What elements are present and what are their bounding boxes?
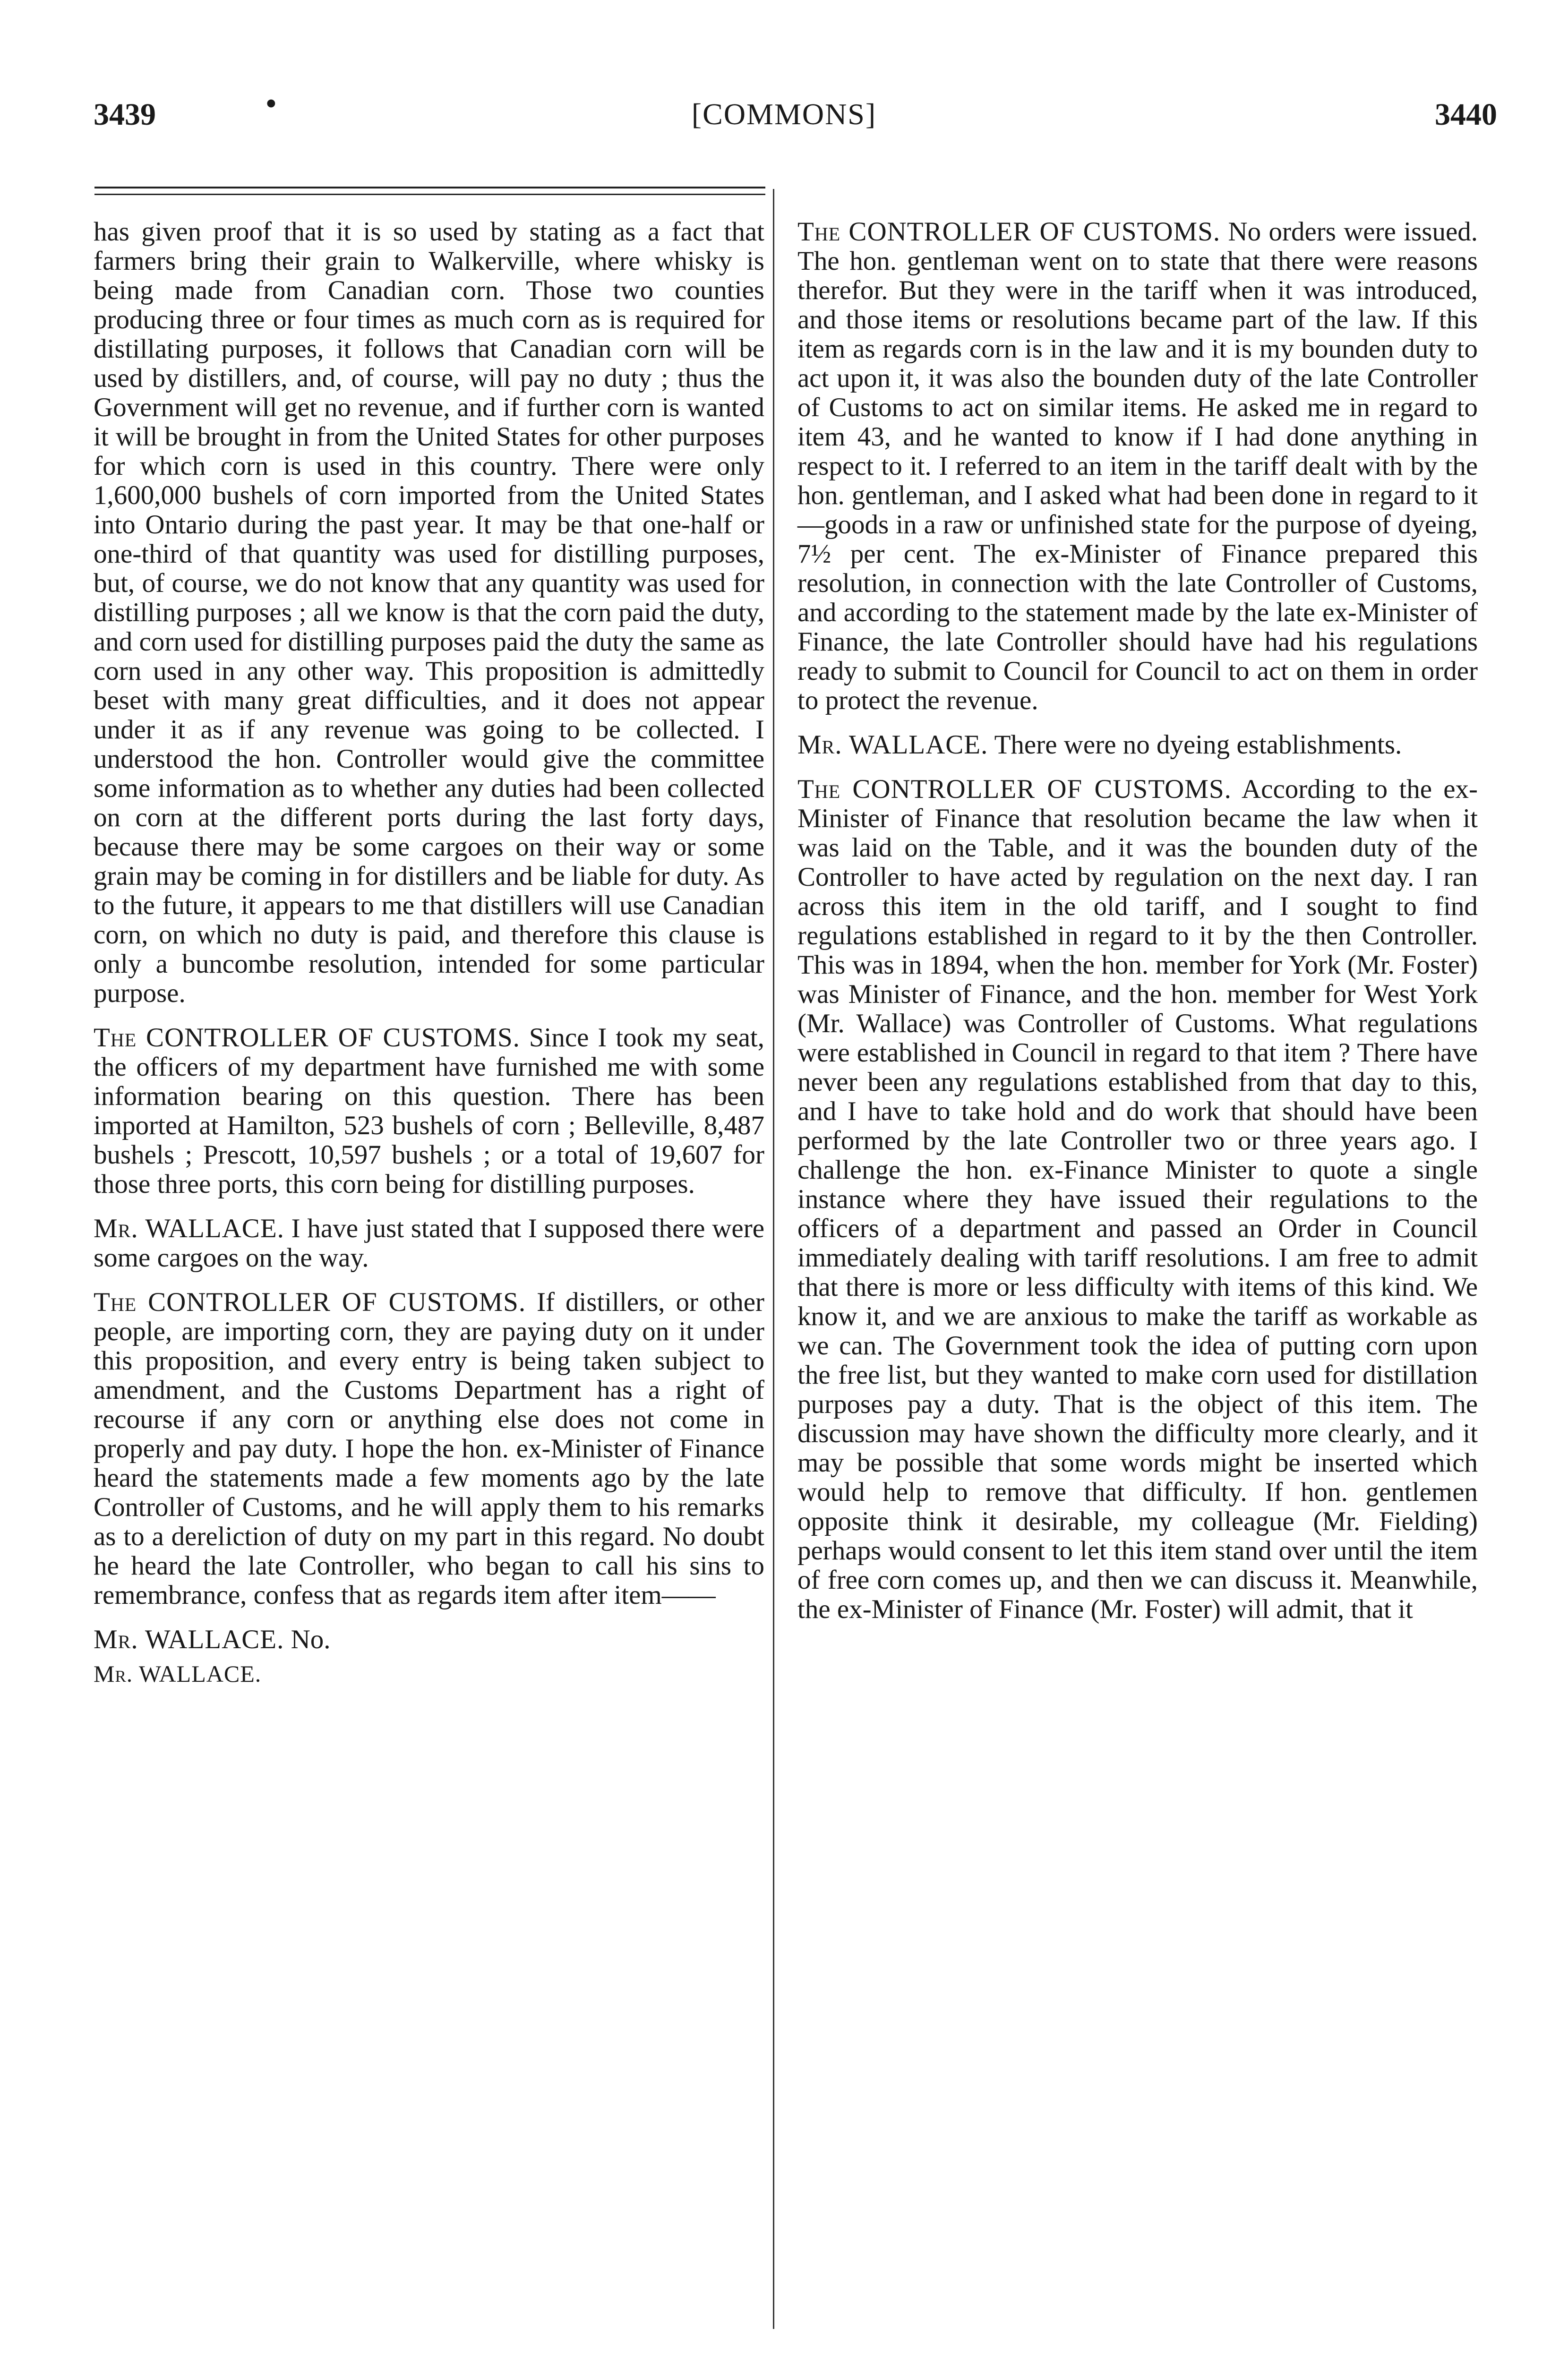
header-marker: • [266,88,276,120]
paragraph-text: I have just stated that I supposed there were some cargoes on the way. [94,1214,765,1273]
speaker-name: Mr. WALLACE. [94,1214,284,1243]
paragraph-text: No orders were issued. The hon. gentleman went on to state that there were reasons therefor. But they were in the tariff when it was introduced, and those items or resolutions became part of the law. If this item as regards corn is in the law and it is my bounden duty to act upon it, it was also the bounden duty of the late Controller of Customs to act on similar items. He asked me in regard to item 43, and he wanted to know if I had done anything in respect to it. I referred to an item in the tariff dealt with by the hon. gentleman, and I asked what had been done in regard to it—goods in a raw or unfinished state for the purpose of dyeing, 7½ per cent. The ex-Minister of Finance prepared this resolution, in connection with the late Controller of Customs, and according to the statement made by the late ex-Minister of Finance, the late Controller should have had his regulations ready to submit to Council for Council to act on them in order to protect the revenue. [797,217,1478,715]
column-divider [773,189,774,2329]
speaker-name: The CONTROLLER OF CUSTOMS. [94,1023,520,1053]
page-header [0,0,1568,156]
speaker-name: The CONTROLLER OF CUSTOMS. [797,774,1232,804]
speaker-name: Mr. WALLACE. [797,730,988,760]
right-paragraph-3 [797,775,1478,1624]
speaker-name: Mr. WALLACE. [94,1660,262,1687]
speaker-name: The CONTROLLER OF CUSTOMS. [94,1287,526,1317]
paragraph-text: No. [291,1625,331,1654]
left-paragraph-4 [94,1288,764,1610]
running-head-title: [COMMONS] [691,97,877,131]
header-rule [94,187,765,188]
paragraph-text: has given proof that it is so used by stating as a fact that farmers bring their grain to Walkerville, where whisky is being made from Canadian corn. Those two counties producing three or four times as much corn as is required for distillating purposes, it follows that Canadian corn will be used by distillers, and, of course, will pay no duty ; thus the Government will get no revenue, and if further corn is wanted it will be brought in from the United States for other purposes for which corn is used in this country. There were only 1,600,000 bushels of corn imported from the United States into Ontario during the past year. It may be that one-half or one-third of that quantity was used for distilling purposes, but, of course, we do not know that any quantity was used for distilling purposes ; all we know is that the corn paid the duty, and corn used for distilling purposes paid the duty the same as corn used in any other way. This proposition is admittedly beset with many great difficulties, and it does not appear under it as if any revenue was going to be collected. I understood the hon. Controller would give the committee some information as to whether any duties had been collected on corn at the different ports during the last forty days, because there may be some cargoes on their way or some grain may be coming in for distillers and be liable for duty. As to the future, it appears to me that distillers will use Canadian corn, on which no duty is paid, and therefore this clause is only a buncombe resolution, intended for some particular purpose. [94,217,764,1008]
paragraph-text: Since I took my seat, the officers of my department have furnished me with some information bearing on this question. There has been imported at Hamilton, 523 bushels of corn ; Belleville, 8,487 bushels ; Prescott, 10,597 bushels ; or a total of 19,607 for those three ports, this corn being for distilling purposes. [94,1023,765,1199]
left-paragraph-5 [94,1625,764,1654]
left-paragraph-1 [94,217,764,1008]
left-page-number: 3439 [94,97,156,132]
right-column [797,217,1478,1639]
right-paragraph-1 [797,217,1478,715]
header-rule-double [94,194,765,195]
paragraph-text: There were no dyeing establishments. [994,730,1402,760]
left-column [94,217,764,1703]
speaker-name: The CONTROLLER OF CUSTOMS. [797,217,1221,247]
left-paragraph-6 [94,1659,764,1688]
left-paragraph-3 [94,1214,764,1273]
paragraph-text: According to the ex-Minister of Finance that resolution became the law when it was laid on the Table, and it was the bounden duty of the Controller to have acted by regulation on the next day. I ran across this item in the old tariff, and I sought to find regulations established in regard to it by the then Controller. This was in 1894, when the hon. member for York (Mr. Foster) was Minister of Finance, and the hon. member for West York (Mr. Wallace) was Controller of Customs. What regulations were established in Council in regard to that item ? There have never been any regulations established from that day to this, and I have to take hold and do work that should have been performed by the late Controller two or three years ago. I challenge the hon. ex-Finance Minister to quote a single instance where they have issued their regulations to the officers of a department and passed an Order in Council immediately dealing with tariff resolutions. I am free to admit that there is more or less difficulty with items of this kind. We know it, and we are anxious to make the tariff as workable as we can. The Government took the idea of putting corn upon the free list, but they wanted to make corn used for distillation purposes pay a duty. That is the object of this item. The discussion may have shown the difficulty more clearly, and it may be possible that some words might be inserted which would help to remove that difficulty. If hon. gentlemen opposite think it desirable, my colleague (Mr. Fielding) perhaps would consent to let this item stand over until the item of free corn comes up, and then we can discuss it. Meanwhile, the ex-Minister of Finance (Mr. Foster) will admit, that it [797,774,1478,1624]
paragraph-text: If distillers, or other people, are importing corn, they are paying duty on it under this proposition, and every entry is being taken subject to amendment, and the Customs Department has a right of recourse if any corn or anything else does not come in properly and pay duty. I hope the hon. ex-Minister of Finance heard the statements made a few moments ago by the late Controller of Customs, and he will apply them to his remarks as to a dereliction of duty on my part in this regard. No doubt he heard the late Controller, who began to call his sins to remembrance, confess that as regards item after item—— [94,1287,764,1610]
left-paragraph-2 [94,1023,764,1199]
right-page-number: 3440 [1435,97,1497,132]
speaker-name: Mr. WALLACE. [94,1625,284,1654]
right-paragraph-2 [797,730,1478,760]
